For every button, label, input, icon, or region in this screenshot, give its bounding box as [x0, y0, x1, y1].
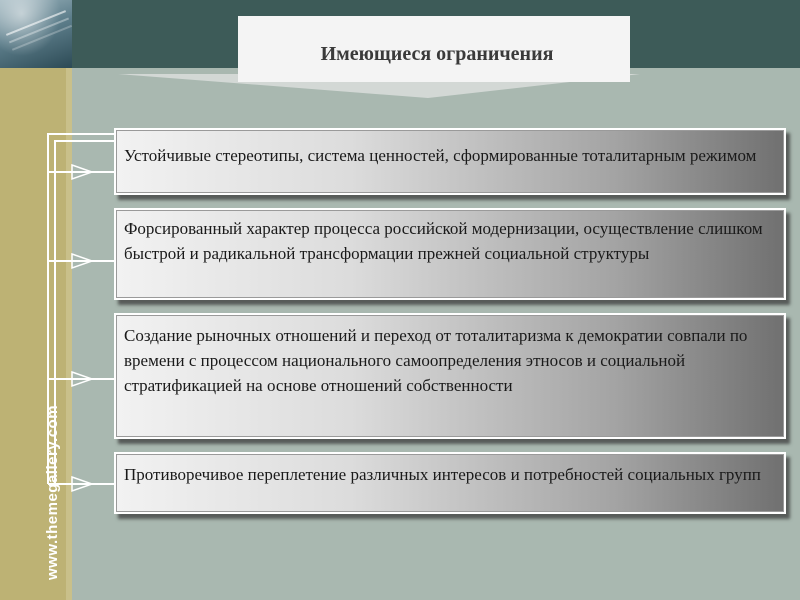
watermark: www.themegallery.com: [44, 404, 61, 580]
list-item-text: Противоречивое переплетение различных интересов и потребностей социальных групп: [124, 465, 761, 484]
list-item: [114, 313, 786, 439]
list-item: [114, 452, 786, 514]
list-item-text: Устойчивые стереотипы, система ценностей, сформированные тоталитарным режимом: [124, 146, 757, 165]
page-title: Имеющиеся ограничения: [320, 42, 554, 65]
list-item-text: Создание рыночных отношений и переход от тоталитаризма к демократии совпали по времени с процессом национального самоопределения этносов и социальной стратификацией на основе отношений собственности: [124, 326, 748, 395]
list-item-text: Форсированный характер процесса российской модернизации, осуществление слишком быстрой и радикальной трансформации прежней социальной структуры: [124, 219, 763, 263]
list-item: [114, 208, 786, 300]
list-item: [114, 128, 786, 195]
